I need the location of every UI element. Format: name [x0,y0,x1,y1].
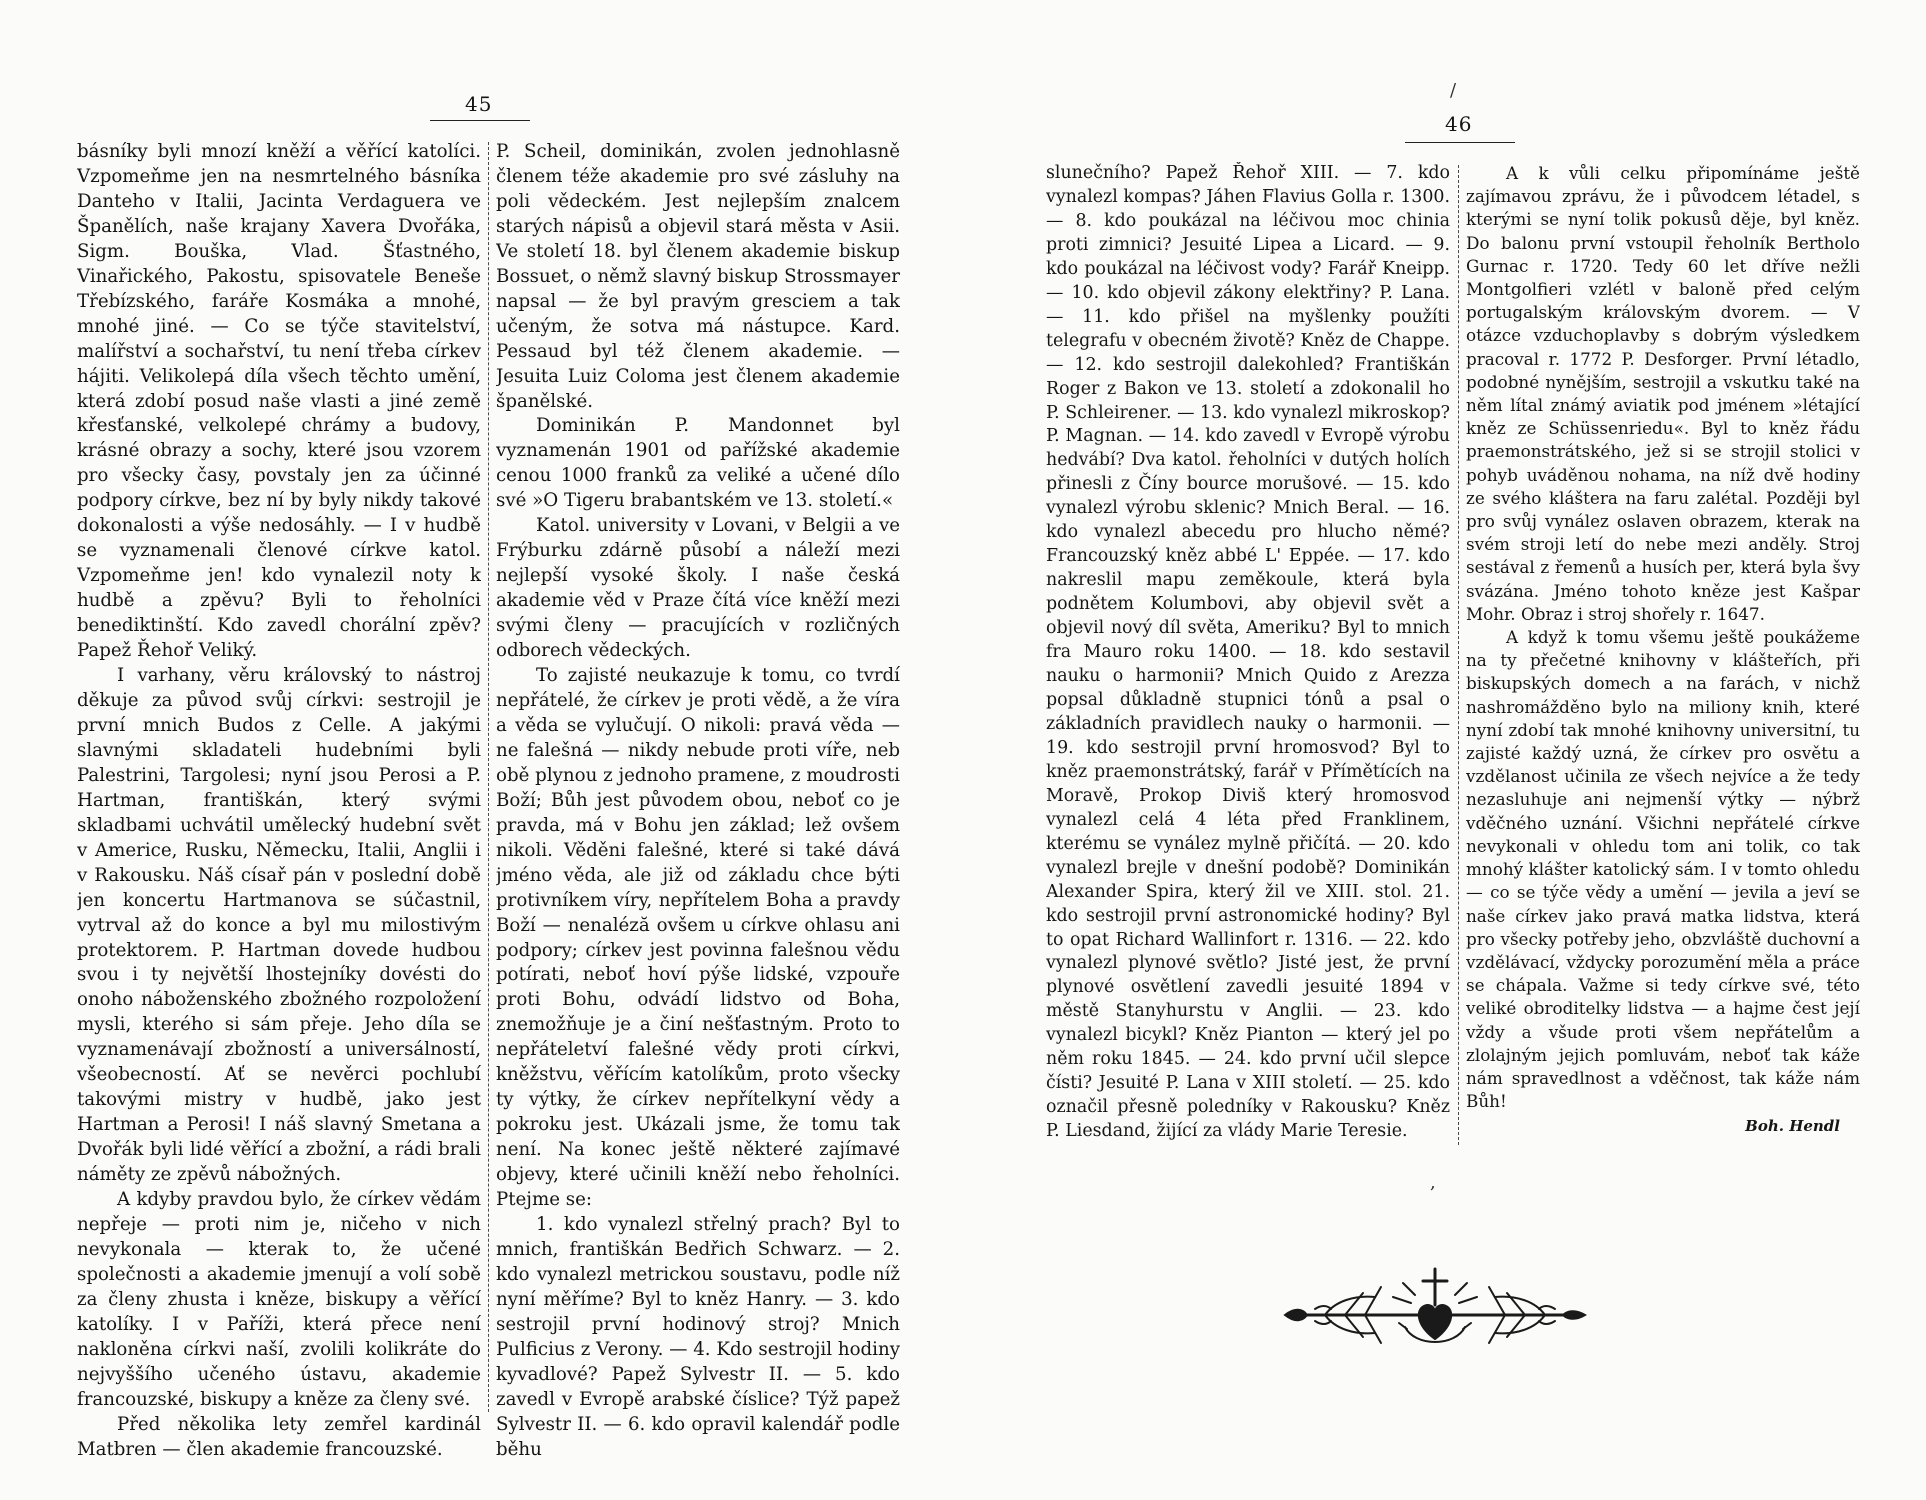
page-number: 46 [1445,112,1473,136]
column-divider [488,142,489,1412]
paragraph: To zajisté neukazuje k tomu, co tvrdí nepřátelé, že církev je proti vědě, a že víra a věda se vylučují. O nikoli: pravá věda — ne falešná — nikdy nebude proti víře, neb obě plynou z jednoho pramene, z moudrosti Boží; Bůh jest původem obou, neboť co je pravda, má v Bohu jen základ; lež ovšem nikoli. Věděni falešné, které si také dává jméno věda, ale již od základu chce býti protivníkem víry, nepřítelem Boha a pravdy Boží — nenaléză ovšem u církve ohlasu ani podpory; církev jest povinna falešnou vědu potírati, neboť hoví pýše lidské, vzpouře proti Bohu, odvádí lidstvo od Boha, znemožňuje je a činí nešťastným. Proto to nepřáteletví falešné vědy proti církvi, kněžstvu, věřícím katolíkům, proto všecky ty výtky, že církev nepřítelkyní vědy a pokroku jest. Ukázali jsme, že tomu tak není. Na konec ještě některé zajímavé objevy, které učinili kněží nebo řeholníci. Ptejme se: [496,665,900,1211]
right-page-column-1 [1046,162,1450,1162]
column-divider [1458,165,1459,1145]
paragraph: A když k tomu všemu ještě poukážeme na ty přečetné knihovny v klášteřích, při biskupských domech a na farách, v nichž nashromážděno bylo na miliony knih, které nyní zdobí tak mnohé knihovny universitní, tu zajisté každý uzná, že církev pro osvětu a vzdělanost učinila ze všech nejvíce a že tedy nezasluhuje ani nejmenší výtky — nýbrž vděčného uznání. Všichni nepřátelé církve nevykonali v ohledu tom ani tolik, co tak mnohý klášter katolický sám. I v tomto ohledu — co se týče vědy a umění — jevila a jeví se naše církev jako pravá matka lidstva, která pro všecky potřeby jeho, obzvláště duchovní a vzdělávací, vždycky porozumění měla a práce se chápala. Važme si tedy církve své, této veliké obroditelky lidstva — a hajme čest její vždy a všude proti všem nepřátelům a zlolajným jejich pomluvám, neboť tak káže nám spravedlnost a vděčnost, tak káže nám Bůh! [1466,627,1860,1112]
left-page [0,0,960,1500]
numbered-list: 1. kdo vynalezl střelný prach? Byl to mnich, františkán Bedřich Schwarz. — 2. kdo vynalezl metrickou soustavu, podle níž nyní měříme? Byl to kněz Hanry. — 3. kdo sestrojil první hodinový stroj? Mnich Pulficius z Verony. — 4. Kdo sestrojil hodiny kyvadlové? Papež Sylvestr II. — 5. kdo zavedl v Evropě arabské číslice? Týž papež Sylvestr II. — 6. kdo opravil kalendář podle běhu [496,1213,900,1460]
page-number: 45 [465,92,493,116]
paragraph: básníky byli mnozí kněží a věřící katolíci. Vzpomeňme jen na nesmrtelného básníka Danteho v Italii, Jacinta Verdaguera ve Španělích, naše krajany Xavera Dvořáka, Sigm. Bouška, Vlad. Šťastného, Vinařického, Pakostu, spisovatele Beneše Třebízského, faráře Kosmáka a mnohé, mnohé jiné. — Co se týče stavitelství, malířství a sochařství, tu není třeba církev hájiti. Velikolepá díla všech těchto umění, která zdobí posud naše vlasti a jiné země křesťanské, velkolepé chrámy a budovy, krásné obrazy a sochy, které jsou vzorem pro všecky časy, povstaly jen za účinné podpory církve, bez ní by byly nikdy takové dokonalosti a výše nedosáhly. — I v hudbě se vyznamenali členové církve katol. Vzpomeňme jen! kdo vynalezil noty k hudbě a zpěvu? Byli to řeholníci benediktinští. Kdo zavedl chorální zpěv? Papež Řehoř Veliký. [77,141,481,662]
stray-mark: / [1450,80,1457,101]
page-number-rule [1405,142,1515,143]
paragraph: Před několika lety zemřel kardinál Matbren — člen akademie francouzské. [77,1413,481,1460]
right-page-column-2 [1466,162,1860,1162]
paragraph: Katol. university v Lovani, v Belgii a ve Frýburku zdárně působí a náleží mezi nejlepší vysoké školy. I naše česká akademie věd v Praze čítá více kněží mezi svými členy — pracujících v rozličných odborech vědeckých. [496,515,900,662]
stray-mark: , [1430,1172,1436,1193]
paragraph: Dominikán P. Mandonnet byl vyznamenán 1901 od pařížské akademie cenou 1000 franků za veliké a učené dílo své »O Tigeru brabantském ve 13. století.« [496,415,900,512]
author-signature: Boh. Hendl [1745,1117,1840,1136]
page-number-rule [430,120,530,121]
left-page-column-2 [496,140,900,1470]
left-page-column-1 [77,140,481,1470]
numbered-list: slunečního? Papež Řehoř XIII. — 7. kdo vynalezl kompas? Jáhen Flavius Golla r. 1300. — 8. kdo poukázal na léčivou moc chinia proti zimnici? Jesuité Lipea a Licard. — 9. kdo poukázal na léčivost vody? Farář Kneipp. — 10. kdo objevil zákony elektřiny? P. Lana. — 11. kdo přišel na myšlenky použíti telegrafu v obecném životě? Kněz de Chappe. — 12. kdo sestrojil dalekohled? Františkán Roger z Bakon ve 13. století a zdokonalil ho P. Schleirener. — 13. kdo vynalezl mikroskop? P. Magnan. — 14. kdo zavedl v Evropě výrobu hedvábí? Dva katol. řeholníci v dutých holích přinesli z Číny bource morušové. — 15. kdo vynalezl výrobu sklenic? Mnich Beral. — 16. kdo vynalezl abecedu pro hlucho němé? Francouzský kněz abbé L' Eppée. — 17. kdo nakreslil mapu zeměkoule, která byla podnětem Kolumbovi, aby objevil svět a objevil nový díl světa, Ameriku? Byl to mnich fra Mauro roku 1400. — 18. kdo sestavil nauku o harmonii? Mnich Quido z Arezza popsal důkladně stupnici tónů a psal o základních pravidlech nauky o harmonii. — 19. kdo sestrojil první hromosvod? Byl to kněz praemonstrátský, farář v Přímětících na Moravě, Prokop Diviš který hromosvod vynalezl celá 4 léta před Franklinem, kterému se vynález mylně přičítá. — 20. kdo vynalezl brejle v dnešní podobě? Dominikán Alexander Spira, který žil ve XIII. stol. 21. kdo sestrojil první astronomické hodiny? Byl to opat Richard Wallinfort r. 1316. — 22. kdo vynalezl plynové světlo? Jisté jest, že první plynové osvětlení zavedli jesuité 1894 v městě Stanyhurstu v Anglii. — 23. kdo vynalezl bicykl? Kněz Pianton — který jel po něm roku 1845. — 24. kdo první učil slepce čísti? Jesuité P. Lana v XIII století. — 25. kdo označil přesně poledníky v Rakousku? Kněz P. Liesdand, žijící za vlády Marie Teresie. [1046,163,1450,1142]
paragraph: I varhany, věru královský to nástroj děkuje za původ svůj církvi: sestrojil je první mnich Budos z Celle. A jakými slavnými skladateli hudebními byli Palestrini, Targolesi; nyní jsou Perosi a P. Hartman, františkán, který svými skladbami uchvátil umělecký hudební svět v Americe, Rusku, Německu, Italii, Anglii i v Rakousku. Náš císař pán v poslední době jen koncertu Hartmanova se súčastnil, vytrval až do konce a byl mu milostivým protektorem. P. Hartman dovede hudbou svou i ty největší lhostejníky dovésti do onoho náboženského zbožného rozpoložení mysli, kterého si sám přeje. Jeho díla se vyznamenávají zbožností a universálností, všeobecností. Ať se nevěrci pochlubí takovými mistry v hudbě, jako jest Hartman a Perosi! I náš slavný Smetana a Dvořák byli lidé věřící a zbožní, a rádi brali náměty ze zpěvů nábožných. [77,665,481,1186]
paragraph: A k vůli celku připomínáme ještě zajímavou zprávu, že i původcem létadel, s kterými se nyní tolik pokusů děje, byl kněz. Do balonu první vstoupil řeholník Bertholo Gurnac r. 1720. Tedy 60 let dříve nežli Montgolfieri vzlétl v baloně před celým portugalským královským dvorem. — V otázce vzduchoplavby s dobrým výsledkem pracoval r. 1772 P. Desforger. První létadlo, podobné nynějším, sestrojil a vskutku také na něm lítal známý aviatik pod jménem »létající kněz ze Schüssenriedu«. Byl to kněz řádu praemonstrátského, jež si se strojil stolici v pohyb uváděnou nohama, na níž dvě hodiny ze svého kláštera na faru zalétal. Později byl pro svůj vynález oslaven obrazem, kterak na svém stroji letí do nebe mezi anděly. Stroj sestával z řemenů a husích per, která byla švy svázána. Jméno tohoto kněze jest Kašpar Mohr. Obraz i stroj shořely r. 1647. [1466,163,1860,624]
paragraph: P. Scheil, dominikán, zvolen jednohlasně členem téže akademie pro své zásluhy na poli vědeckém. Jest nejlepším znalcem starých nápisů a objevil stará města v Asii. Ve století 18. byl členem akademie biskup Bossuet, o němž slavný biskup Strossmayer napsal — že byl pravým gresciem a tak učeným, že sotva má nástupce. Kard. Pessaud byl též členem akademie. — Jesuita Luiz Coloma jest členem akademie španělské. [496,141,900,412]
decorative-vignette-icon [1265,1265,1605,1365]
paragraph: A kdyby pravdou bylo, že církev vědám nepřeje — proti nim je, ničeho v nich nevykonala — kterak to, že učené společnosti a akademie jmenují a volí sobě za členy zhusta i kněze, biskupy a věřící katolíky. I v Paříži, která přece není nakloněna církvi naší, zvolili kolikráte do nejvyššího učeného ústavu, akademie francouzské, biskupy a kněze za členy své. [77,1189,481,1410]
